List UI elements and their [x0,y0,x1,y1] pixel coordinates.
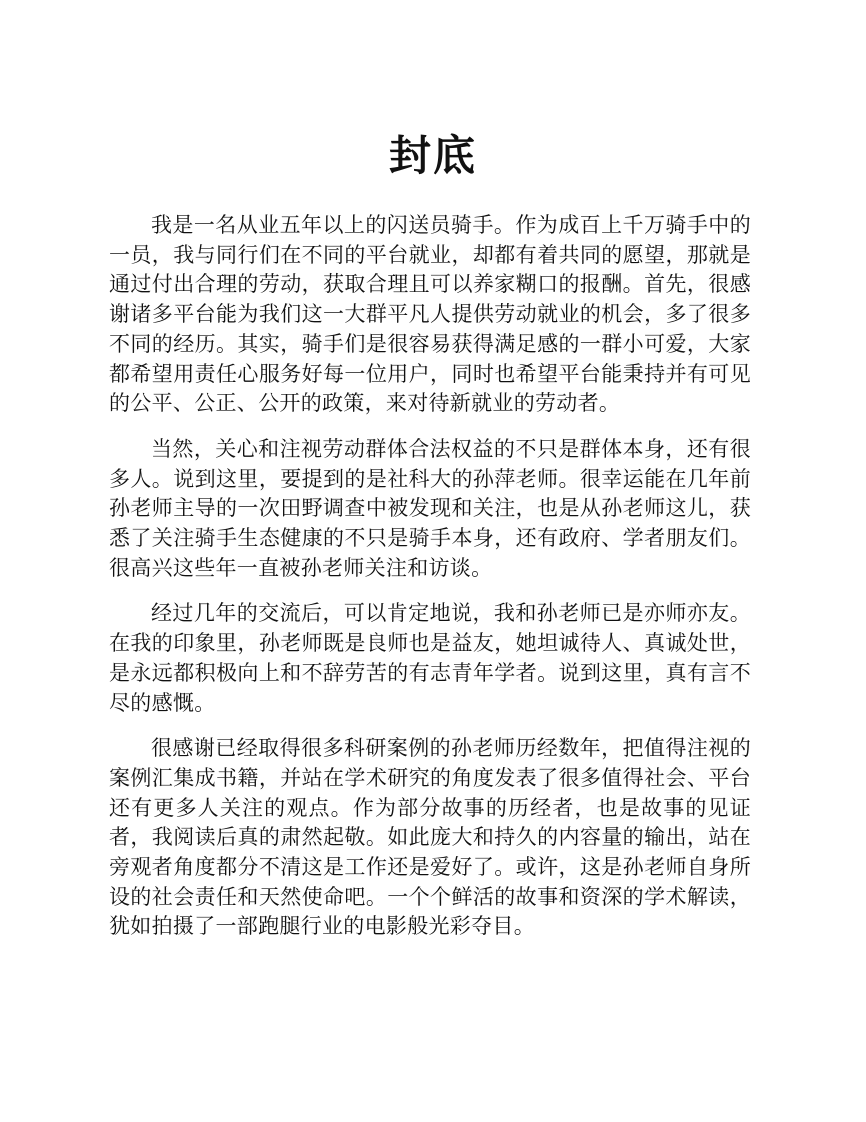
paragraph-2: 当然，关心和注视劳动群体合法权益的不只是群体本身，还有很多人。说到这里，要提到的是社科大的孙萍老师。很幸运能在几年前孙老师主导的一次田野调查中被发现和关注，也是从孙老师这儿，获悉了关注骑手生态健康的不只是骑手本身，还有政府、学者朋友们。很高兴这些年一直被孙老师关注和访谈。 [109,436,751,580]
paragraph-4: 很感谢已经取得很多科研案例的孙老师历经数年，把值得注视的案例汇集成书籍，并站在学术研究的角度发表了很多值得社会、平台还有更多人关注的观点。作为部分故事的历经者，也是故事的见证者，我阅读后真的肃然起敬。如此庞大和持久的内容量的输出，站在旁观者角度都分不清这是工作还是爱好了。或许，这是孙老师自身所设的社会责任和天然使命吧。一个个鲜活的故事和资深的学术解读，犹如拍摄了一部跑腿行业的电影般光彩夺目。 [109,736,751,939]
body-text [109,211,751,958]
paragraph-1: 我是一名从业五年以上的闪送员骑手。作为成百上千万骑手中的一员，我与同行们在不同的平台就业，却都有着共同的愿望，那就是通过付出合理的劳动，获取合理且可以养家糊口的报酬。首先，很感谢诸多平台能为我们这一大群平凡人提供劳动就业的机会，多了很多不同的经历。其实，骑手们是很容易获得满足感的一群小可爱，大家都希望用责任心服务好每一位用户，同时也希望平台能秉持并有可见的公平、公正、公开的政策，来对待新就业的劳动者。 [109,213,751,416]
paragraph-3: 经过几年的交流后，可以肯定地说，我和孙老师已是亦师亦友。在我的印象里，孙老师既是良师也是益友，她坦诚待人、真诚处世，是永远都积极向上和不辞劳苦的有志青年学者。说到这里，真有言不尽的感慨。 [109,601,751,715]
page-title: 封底 [388,131,477,180]
